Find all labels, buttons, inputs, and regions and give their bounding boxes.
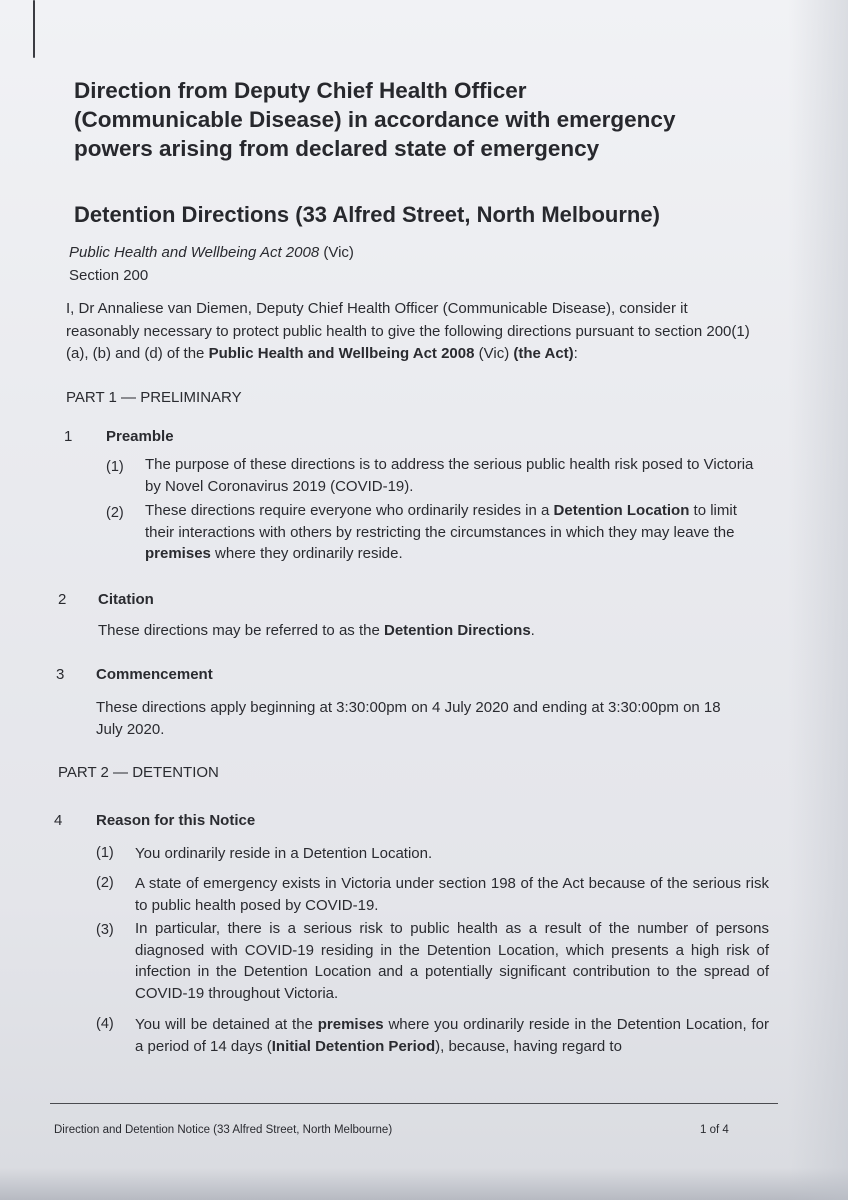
clause-4-sub-3-number: (3) bbox=[96, 922, 114, 938]
clause-4-sub-2-number: (2) bbox=[96, 875, 114, 891]
main-title-line-1: Direction from Deputy Chief Health Officer bbox=[74, 78, 527, 103]
clause-4-sub-4-text bbox=[135, 1014, 769, 1057]
act-reference bbox=[69, 243, 354, 263]
clause-1-sub-2-text bbox=[145, 500, 745, 565]
clause-4-number: 4 bbox=[54, 812, 63, 829]
clause-1-sub-1-number: (1) bbox=[106, 459, 124, 475]
clause-4-sub-3-text: In particular, there is a serious risk to public health as a result of the number of persons diagnosed with COVID-19 residing in the Detention Location, which presents a high risk of infection in the Detention Location and a potentially significant contribution to the spread of COVID-19 throughout Victoria. bbox=[135, 920, 769, 1002]
act-name: Public Health and Wellbeing Act 2008 bbox=[69, 244, 320, 261]
detention-location-term: Detention Location bbox=[553, 502, 690, 519]
clause-1-sub-1-text: The purpose of these directions is to address the serious public health risk posed to Victoria by Novel Coronavirus 2019 (COVID-19). bbox=[145, 456, 754, 495]
intro-text-2: (Vic) bbox=[474, 345, 514, 362]
section-reference: Section 200 bbox=[69, 267, 149, 284]
page-bottom-shadow bbox=[0, 1168, 848, 1200]
sub-2-text-1: These directions require everyone who ordinarily resides in a bbox=[145, 502, 554, 519]
intro-bold-act: Public Health and Wellbeing Act 2008 bbox=[208, 345, 475, 362]
intro-paragraph bbox=[66, 298, 756, 366]
detention-directions-term: Detention Directions bbox=[383, 622, 531, 639]
footer-page-number: 1 of 4 bbox=[700, 1124, 729, 1136]
clause-4-title: Reason for this Notice bbox=[96, 812, 256, 829]
main-title bbox=[74, 76, 794, 163]
premises-term-2: premises bbox=[317, 1016, 384, 1033]
sub-2-text-2: to limit their interactions with others by restricting the circumstances in which they may leave the bbox=[145, 502, 737, 541]
clause-2-text bbox=[98, 620, 748, 642]
footer-divider bbox=[50, 1103, 778, 1104]
sub-4-text-1: You will be detained at the bbox=[135, 1016, 318, 1033]
clause-4-sub-1-text: You ordinarily reside in a Detention Location. bbox=[135, 845, 433, 862]
sub-4-text-2: where you ordinarily reside in the Detention Location, for a period of 14 days ( bbox=[135, 1016, 769, 1055]
clause-3-title: Commencement bbox=[96, 666, 213, 683]
clause-3-text: These directions apply beginning at 3:30:00pm on 4 July 2020 and ending at 3:30:00pm on 18 July 2020. bbox=[96, 699, 721, 738]
intro-bold-the-act: (the Act) bbox=[513, 345, 574, 362]
main-title-line-3: powers arising from declared state of emergency bbox=[74, 136, 600, 161]
clause-1-sub-2-number: (2) bbox=[106, 505, 124, 521]
act-suffix: (Vic) bbox=[319, 244, 354, 261]
clause-1-title: Preamble bbox=[106, 428, 174, 445]
part-2-heading: PART 2 — DETENTION bbox=[58, 764, 219, 781]
clause-1-number: 1 bbox=[64, 428, 73, 445]
intro-text-3: : bbox=[573, 345, 578, 362]
part-1-heading: PART 1 — PRELIMINARY bbox=[66, 389, 242, 406]
sub-title: Detention Directions (33 Alfred Street, North Melbourne) bbox=[74, 202, 660, 227]
clause-2-text-1: These directions may be referred to as the bbox=[98, 622, 384, 639]
footer-document-title: Direction and Detention Notice (33 Alfred Street, North Melbourne) bbox=[54, 1124, 393, 1136]
initial-detention-period-term: Initial Detention Period bbox=[271, 1037, 436, 1055]
clause-2-text-2: . bbox=[530, 622, 535, 639]
clause-4-sub-4-number: (4) bbox=[96, 1016, 114, 1032]
intro-text-1: I, Dr Annaliese van Diemen, Deputy Chief Health Officer (Communicable Disease), consider it reasonably necessary to protect public health to give the following directions pursuant to section 200(1)(a), (b) and (d) of the bbox=[66, 300, 750, 362]
clause-3-number: 3 bbox=[56, 666, 65, 683]
main-title-line-2: (Communicable Disease) in accordance with emergency bbox=[74, 107, 676, 132]
clause-4-sub-1-number: (1) bbox=[96, 845, 114, 861]
clause-2-title: Citation bbox=[98, 591, 154, 608]
clause-2-number: 2 bbox=[58, 591, 67, 608]
pen-mark bbox=[33, 0, 35, 58]
premises-term: premises bbox=[145, 545, 211, 562]
sub-4-text-3: ), because, having regard to bbox=[435, 1037, 622, 1055]
sub-2-text-3: where they ordinarily reside. bbox=[210, 545, 403, 562]
clause-4-sub-2-text: A state of emergency exists in Victoria under section 198 of the Act because of the serious risk to public health posed by COVID-19. bbox=[135, 875, 769, 914]
